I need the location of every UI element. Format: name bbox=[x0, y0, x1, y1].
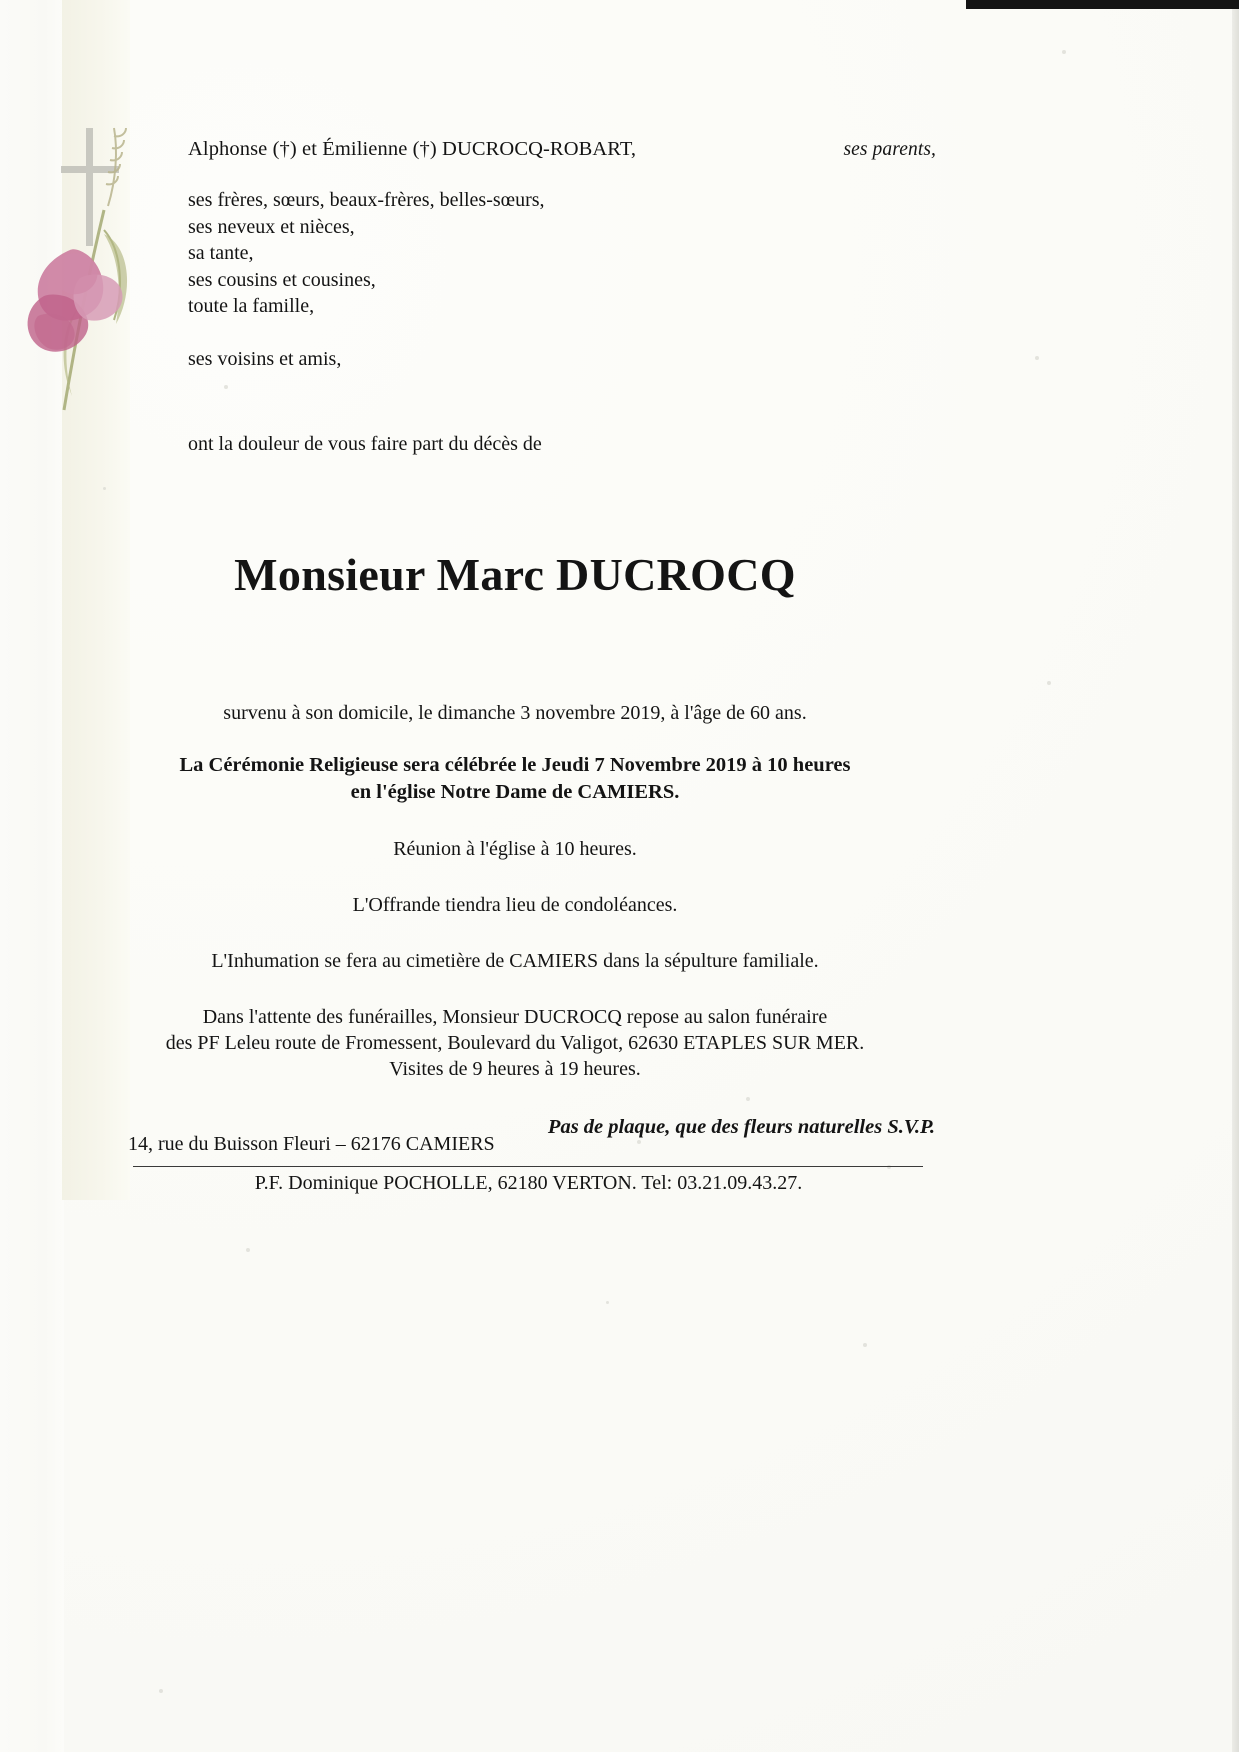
meeting-line: Réunion à l'église à 10 heures. bbox=[393, 838, 637, 860]
decorative-illustration bbox=[18, 110, 188, 440]
scan-speck bbox=[1062, 50, 1066, 54]
parents-line bbox=[188, 138, 948, 161]
parents-names: Alphonse (†) et Émilienne (†) DUCROCQ-ROBART, bbox=[188, 138, 637, 160]
scan-speck bbox=[1047, 681, 1051, 685]
family-list-item: ses neveux et nièces, bbox=[188, 215, 355, 238]
lily-flower-icon bbox=[28, 249, 123, 352]
family-list-item: ses frères, sœurs, beaux-frères, belles-sœurs, bbox=[188, 189, 545, 211]
footer-divider bbox=[133, 1166, 923, 1167]
family-list-item: sa tante, bbox=[188, 242, 254, 264]
funeral-home-line-3: Visites de 9 heures à 19 heures. bbox=[389, 1058, 641, 1080]
scan-speck bbox=[863, 1343, 867, 1347]
scan-speck bbox=[1035, 356, 1039, 360]
deceased-name: Monsieur Marc DUCROCQ bbox=[234, 549, 796, 600]
family-address: 14, rue du Buisson Fleuri – 62176 CAMIERS bbox=[128, 1133, 495, 1155]
parents-relation: ses parents, bbox=[843, 139, 936, 160]
family-list-item: ses cousins et cousines, bbox=[188, 268, 376, 291]
scan-speck bbox=[637, 1140, 641, 1144]
family-block bbox=[188, 138, 948, 456]
undertaker-line: P.F. Dominique POCHOLLE, 62180 VERTON. Tel: 03.21.09.43.27. bbox=[254, 1172, 803, 1194]
family-list bbox=[188, 187, 948, 320]
ceremony-details bbox=[0, 700, 1030, 1139]
scan-edge-strip-right bbox=[1232, 9, 1239, 1752]
family-list-item: toute la famille, bbox=[188, 295, 315, 317]
friends-line: ses voisins et amis, bbox=[188, 347, 342, 370]
flowers-note: Pas de plaque, que des fleurs naturelles S.V.P. bbox=[547, 1116, 935, 1138]
scan-speck bbox=[246, 1248, 250, 1252]
ceremony-line-2: en l'église Notre Dame de CAMIERS. bbox=[350, 781, 680, 803]
ceremony-line-1: La Cérémonie Religieuse sera célébrée le Jeudi 7 Novembre 2019 à 10 heures bbox=[179, 754, 851, 776]
funeral-home-line-1: Dans l'attente des funérailles, Monsieur DUCROCQ repose au salon funéraire bbox=[202, 1006, 828, 1028]
scan-edge-strip-top bbox=[966, 0, 1239, 9]
cross-icon bbox=[61, 128, 119, 246]
scan-speck bbox=[606, 1301, 609, 1304]
burial-line: L'Inhumation se fera au cimetière de CAMIERS dans la sépulture familiale. bbox=[211, 950, 819, 972]
scan-speck bbox=[103, 487, 106, 490]
offering-line: L'Offrande tiendra lieu de condoléances. bbox=[352, 894, 678, 916]
funeral-home-line-2: des PF Leleu route de Fromessent, Boulevard du Valigot, 62630 ETAPLES SUR MER. bbox=[165, 1032, 865, 1054]
scan-speck bbox=[159, 1689, 163, 1693]
announcement-line: ont la douleur de vous faire part du décès de bbox=[188, 432, 542, 455]
death-details: survenu à son domicile, le dimanche 3 novembre 2019, à l'âge de 60 ans. bbox=[223, 702, 807, 724]
